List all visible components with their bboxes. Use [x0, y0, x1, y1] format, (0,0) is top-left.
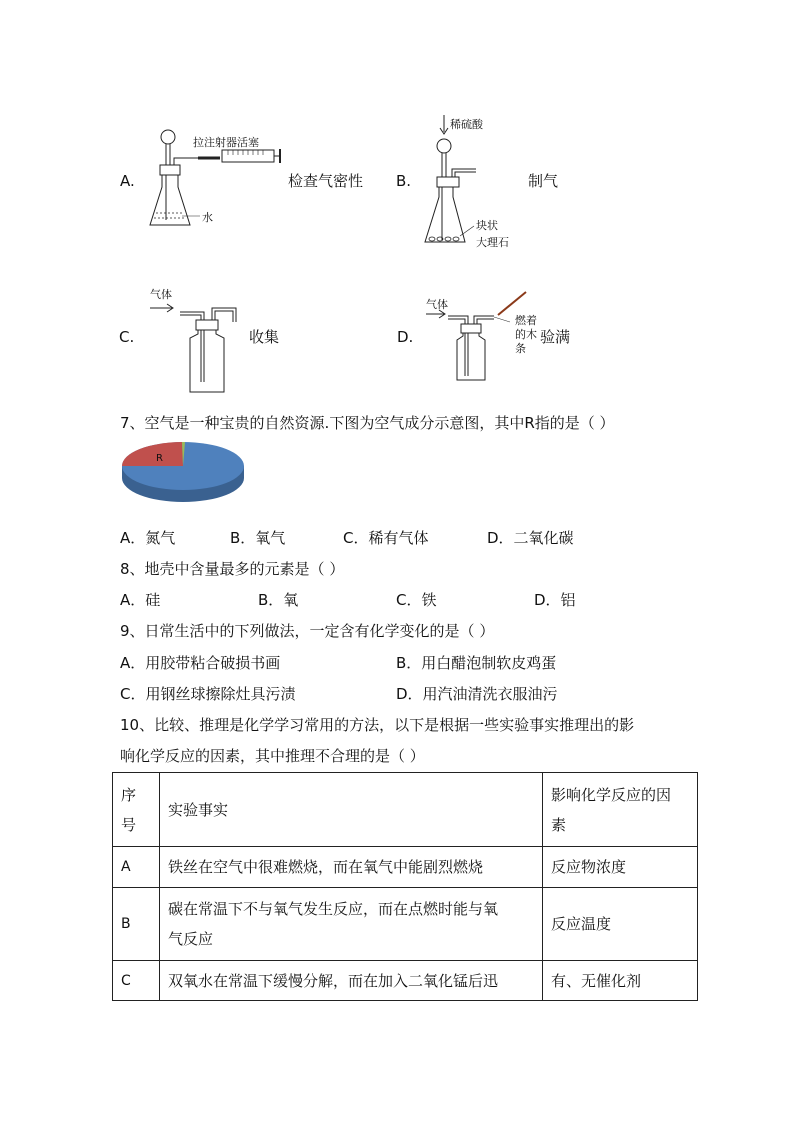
q9-option-c: C．用钢丝球擦除灶具污渍 — [120, 685, 296, 703]
row-factor: 反应温度 — [543, 888, 698, 961]
option-b-caption: 制气 — [528, 172, 559, 190]
label-burning-stick-1: 燃着 — [515, 314, 537, 327]
table-row — [113, 961, 698, 1001]
option-a-caption: 检查气密性 — [288, 172, 364, 190]
option-a-letter: A. — [120, 172, 135, 190]
q8-option-b: B．氧 — [258, 591, 299, 609]
q10-stem-line2: 响化学反应的因素，其中推理不合理的是（ ） — [120, 747, 425, 765]
option-d-caption: 验满 — [540, 328, 571, 346]
q9-option-d: D．用汽油清洗衣服油污 — [396, 685, 558, 703]
label-gas-c: 气体 — [150, 288, 172, 301]
q8-option-d: D．铝 — [534, 591, 576, 609]
label-gas-d: 气体 — [426, 298, 448, 311]
pie-r-label: R — [156, 453, 163, 464]
q8-option-c: C．铁 — [396, 591, 437, 609]
label-water: 水 — [202, 211, 213, 224]
option-b-letter: B. — [396, 172, 412, 190]
label-dilute-sulfuric-acid: 稀硫酸 — [450, 118, 483, 131]
row-fact: 铁丝在空气中很难燃烧，而在氧气中能剧烈燃烧 — [160, 847, 543, 888]
q7-option-d: D．二氧化碳 — [487, 529, 574, 547]
apparatus-b-gas-generation-diagram — [420, 112, 520, 252]
q9-option-a: A．用胶带粘合破损书画 — [120, 654, 281, 672]
q10-stem-line1: 10、比较、推理是化学学习常用的方法，以下是根据一些实验事实推理出的影 — [120, 716, 635, 734]
header-cell-index: 序 号 — [113, 773, 160, 847]
label-burning-stick-3: 条 — [515, 342, 526, 355]
q10-table — [112, 772, 698, 1001]
q9-option-b: B．用白醋泡制软皮鸡蛋 — [396, 654, 557, 672]
row-id: A — [113, 847, 160, 888]
header-cell-factor: 影响化学反应的因 素 — [543, 773, 698, 847]
q8-option-a: A．硅 — [120, 591, 161, 609]
air-composition-pie-chart — [118, 440, 248, 520]
header-cell-fact: 实验事实 — [160, 773, 543, 847]
q7-option-a: A．氮气 — [120, 529, 176, 547]
row-fact: 双氧水在常温下缓慢分解，而在加入二氧化锰后迅 — [160, 961, 543, 1001]
option-d-letter: D. — [397, 328, 414, 346]
row-factor: 反应物浓度 — [543, 847, 698, 888]
row-factor: 有、无催化剂 — [543, 961, 698, 1001]
table-row — [113, 888, 698, 961]
q7-option-c: C．稀有气体 — [343, 529, 429, 547]
label-marble-1: 块状 — [476, 219, 498, 232]
label-burning-stick-2: 的木 — [515, 328, 537, 341]
q7-stem: 7、空气是一种宝贵的自然资源.下图为空气成分示意图，其中R指的是（ ） — [120, 414, 615, 432]
label-marble-2: 大理石 — [476, 236, 509, 249]
q7-option-b: B．氧气 — [230, 529, 286, 547]
table-header-row — [113, 773, 698, 847]
option-c-caption: 收集 — [249, 328, 280, 346]
row-id: C — [113, 961, 160, 1001]
table-row — [113, 847, 698, 888]
apparatus-c-collection-diagram — [148, 298, 248, 398]
row-fact: 碳在常温下不与氧气发生反应，而在点燃时能与氧 气反应 — [160, 888, 543, 961]
label-syringe-plunger: 拉注射器活塞 — [193, 136, 259, 149]
option-c-letter: C. — [119, 328, 135, 346]
q8-stem: 8、地壳中含量最多的元素是（ ） — [120, 560, 345, 578]
q9-stem: 9、日常生活中的下列做法，一定含有化学变化的是（ ） — [120, 622, 495, 640]
row-id: B — [113, 888, 160, 961]
